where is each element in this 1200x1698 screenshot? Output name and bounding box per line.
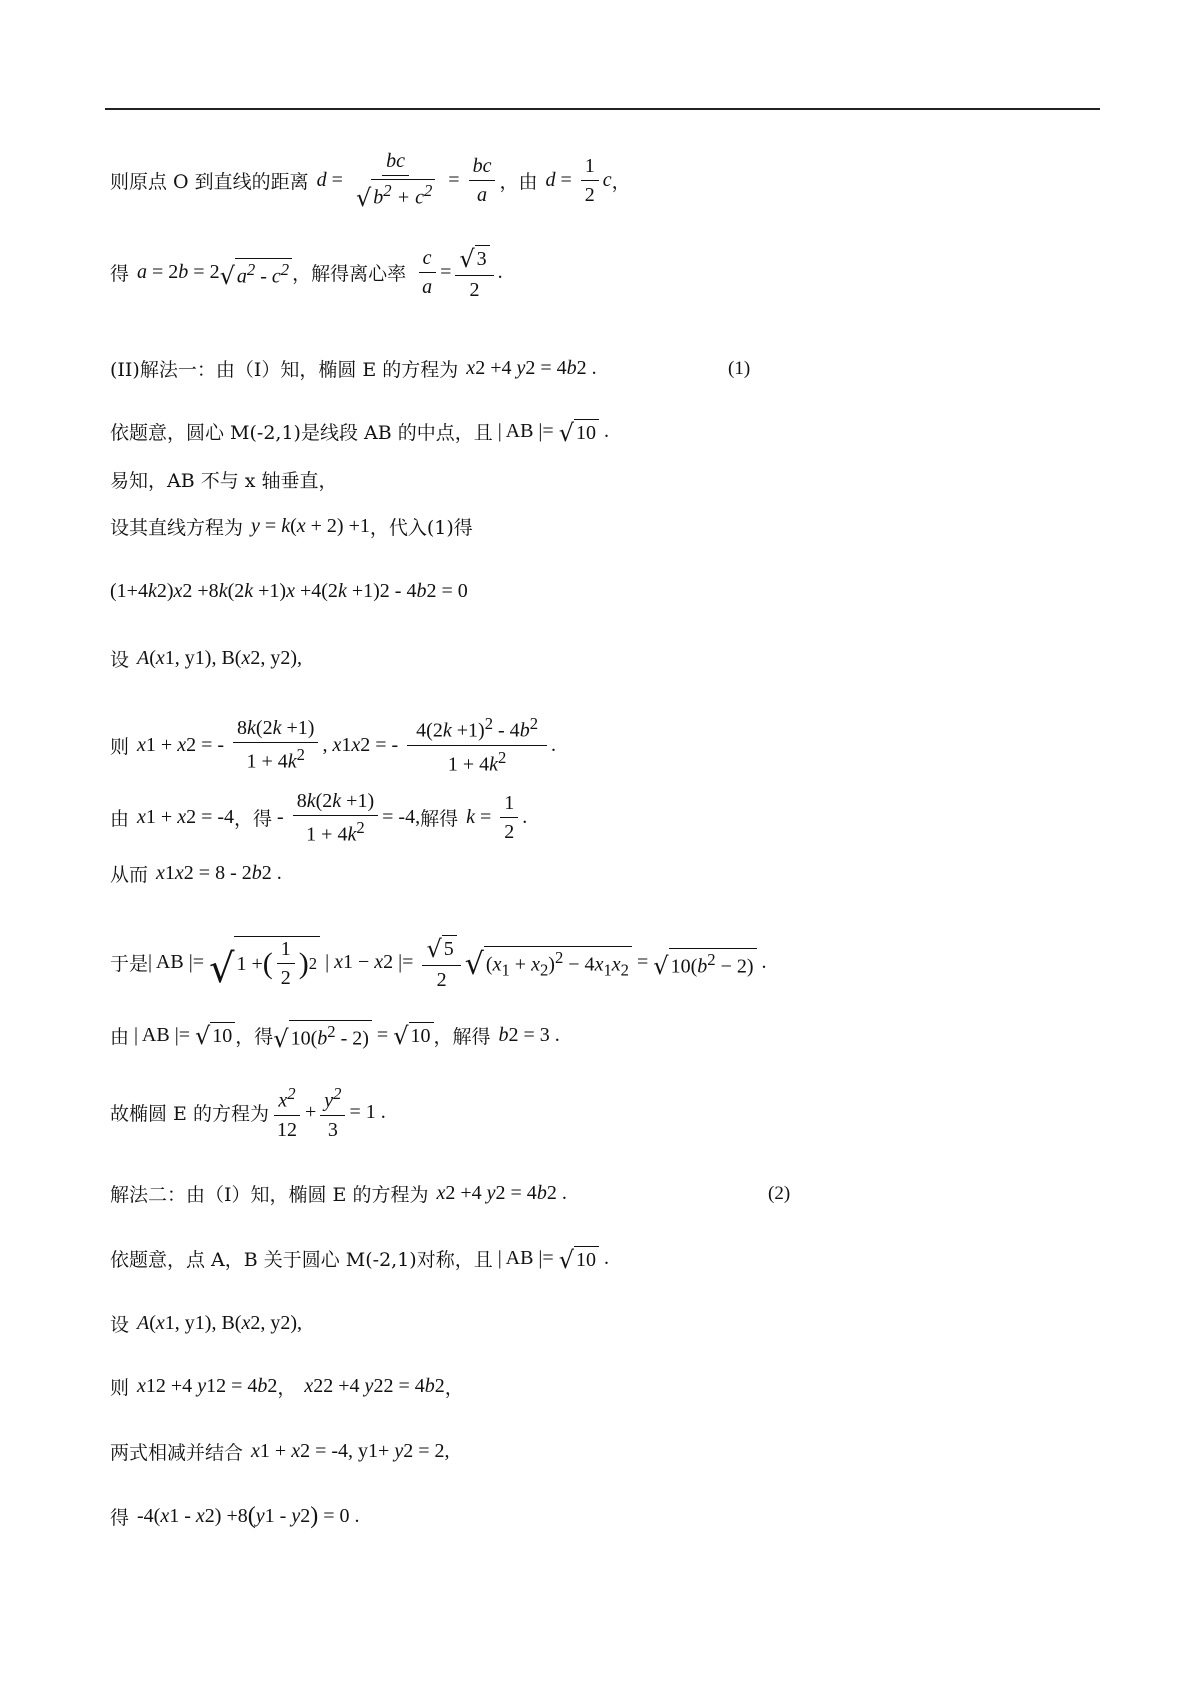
- text-subtract: 两式相减并结合: [110, 1442, 244, 1464]
- text-set-2: 设: [110, 1314, 130, 1336]
- text-midpoint: 依题意，圆心 M(-2,1)是线段 AB 的中点，且: [110, 422, 493, 444]
- text-thus: 从而: [110, 864, 149, 886]
- line-two-equations: 则 x 1 2 +4 y 1 2 = 4 b 2 ， x 2 2 +4 y 2 2 = 4 b 2 ，: [110, 1375, 464, 1399]
- line-symmetric: 依题意，点 A，B 关于圆心 M(-2,1)对称，且 | AB |= √ 10 .: [110, 1245, 609, 1274]
- line-solve-b: 由 | AB |= √ 10 ，得 √ $10(b^2 - 2)$ = √ 10 ，解得 b 2 = 3 .: [110, 1022, 560, 1053]
- line-solve-k: 由 x 1 + x 2 = -4 ，得 - $\frac{8k(2k +1)}{1 + 4k^2}$ = -4, 解得 k = $\frac{1}{2}$ .: [110, 790, 528, 846]
- text-distance: 则原点 O 到直线的距离: [110, 170, 309, 193]
- text-symmetric: 依题意，点 A，B 关于圆心 M(-2,1)对称，且: [110, 1249, 493, 1271]
- text-from-ab: 由: [110, 1025, 130, 1048]
- text-then-2: 则: [110, 1377, 130, 1399]
- text-solve-b: ，解得: [433, 1025, 491, 1048]
- text-therefore: 于是: [110, 953, 149, 976]
- equation-tag-1: (1): [728, 358, 751, 379]
- text-get-b: ，得: [235, 1025, 274, 1048]
- line-ellipse-result: 故椭圆 E 的方程为 $\frac{x^2}{12}$ + $\frac{y^2}{3}$ = 1 .: [110, 1084, 386, 1141]
- line-final: 得 -4( x 1 - x 2 ) +8 ( y 1 - y 2 ) = 0 .: [110, 1503, 360, 1529]
- text-substitute: ，代入(1)得: [369, 517, 473, 539]
- text-solve-ecc: ，解得离心率: [292, 263, 407, 286]
- text-not-perpendicular: 易知，AB 不与 x 轴垂直，: [110, 470, 338, 492]
- line-product: 从而 x 1 x 2 = 8 - 2 b 2 .: [110, 862, 282, 886]
- line-distance: 则原点 O 到直线的距离 d = bc √ $b^2 + c^2$ = $\frac{bc}{a}$ ，由 d = $\frac{1}{2}$ c ，: [110, 150, 631, 212]
- text-method-two: 解法二：由（I）知，椭圆 E 的方程为: [110, 1184, 429, 1206]
- line-vieta: 则 x 1 + x 2 = - $\frac{8k(2k +1)}{1 + 4k^2}$ , x 1 x 2 = - $\frac{4(2k +1)^2 - 4b^2}{1 + 4k^2}$ .: [110, 714, 557, 776]
- line-midpoint: 依题意，圆心 M(-2,1)是线段 AB 的中点，且 | AB |= √ 10 .: [110, 418, 609, 447]
- line-method-one: (II)解法一：由（I）知，椭圆 E 的方程为 x 2 +4 y 2 = 4 b 2 .: [110, 357, 597, 381]
- text-method-one: (II)解法一：由（I）知，椭圆 E 的方程为: [110, 359, 459, 381]
- line-subtract: 两式相减并结合 x 1 + x 2 = -4, y 1 + y 2 = 2,: [110, 1440, 450, 1464]
- line-method-two: 解法二：由（I）知，椭圆 E 的方程为 x 2 +4 y 2 = 4 b 2 .: [110, 1182, 567, 1206]
- line-chord-length: 于是 | AB |= √ 1 + ( $\frac{1}{2}$ ) 2 | x 1 − x 2 |= √ 5 2 √ $(x_1 + x_2)^2 - 4x_1x_2$ = √ $10(b^2 - 2)$ .: [110, 935, 767, 993]
- text-solve-k: 解得: [420, 808, 459, 831]
- text-get-final: 得: [110, 1507, 130, 1529]
- text-by: ，由: [499, 170, 538, 193]
- line-equation: 设其直线方程为 y = k ( x + 2) +1 ，代入(1)得: [110, 515, 473, 539]
- text-set: 设: [110, 649, 130, 671]
- text-ellipse-result: 故椭圆 E 的方程为: [110, 1103, 269, 1126]
- text-then: 则: [110, 735, 130, 758]
- line-not-perpendicular: [110, 466, 338, 493]
- line-points: 设 A ( x 1 , y 1 ), B( x 2 , y 2 ),: [110, 647, 303, 671]
- line-eccentricity: 得 a = 2 b = 2 √ $a^2 - c^2$ ，解得离心率 $\frac{c}{a}$ = √ 3 2 .: [110, 245, 503, 301]
- equation-tag-2: (2): [768, 1183, 791, 1204]
- text-get: 得: [110, 263, 130, 286]
- text-line-eq: 设其直线方程为: [110, 517, 244, 539]
- text-from: 由: [110, 808, 130, 831]
- line-quadratic: (1+4 k 2 ) x 2 +8 k (2 k +1) x +4(2 k +1) 2 - 4 b 2 = 0: [110, 580, 468, 602]
- header-rule: [105, 108, 1100, 110]
- text-get-k: ，得: [234, 808, 273, 831]
- line-points-2: 设 A ( x 1 , y 1 ), B( x 2 , y 2 ),: [110, 1312, 303, 1336]
